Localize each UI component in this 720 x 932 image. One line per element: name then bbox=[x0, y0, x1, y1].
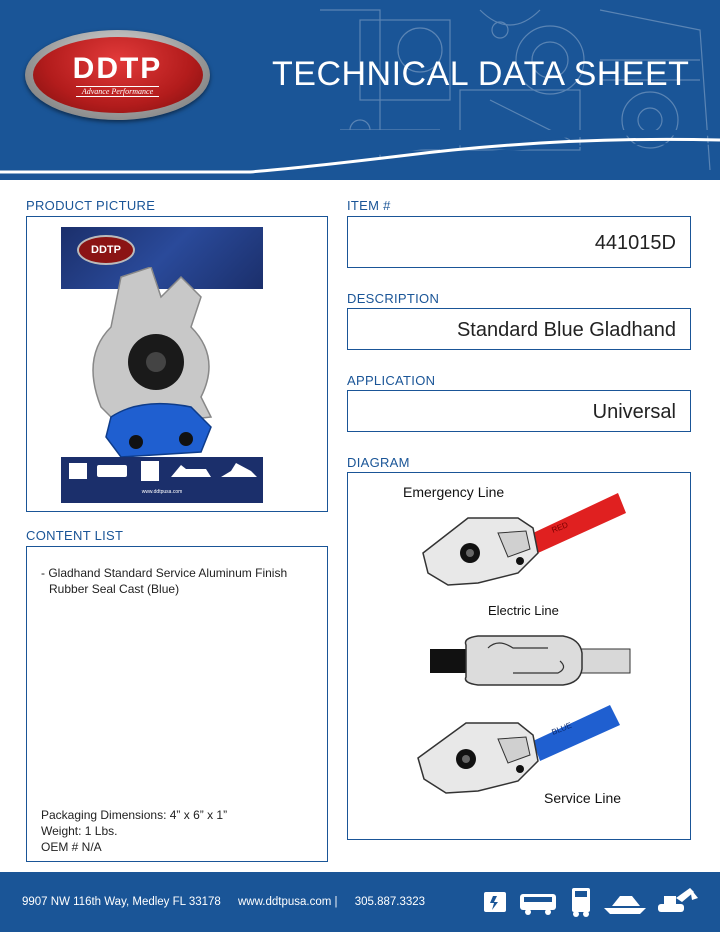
red-hose bbox=[533, 493, 626, 553]
logo-tagline: Advance Performance bbox=[76, 86, 159, 97]
page-title: TECHNICAL DATA SHEET bbox=[272, 55, 690, 93]
footer-address: 9907 NW 116th Way, Medley FL 33178 bbox=[22, 896, 221, 908]
application-box bbox=[347, 390, 691, 432]
electric-connector-icon bbox=[466, 636, 583, 685]
packaging-info bbox=[41, 807, 227, 855]
footer bbox=[0, 872, 720, 932]
oem-number: OEM # N/A bbox=[41, 840, 102, 854]
description-value: Standard Blue Gladhand bbox=[456, 319, 676, 341]
bus-icon bbox=[520, 894, 556, 915]
footer-website[interactable]: www.ddtpusa.com | bbox=[238, 896, 338, 908]
service-line-label: Service Line bbox=[544, 790, 622, 806]
service-gladhand-icon bbox=[418, 723, 538, 793]
content-list-label: CONTENT LIST bbox=[26, 528, 124, 543]
product-picture-label: PRODUCT PICTURE bbox=[26, 198, 156, 213]
excavator-icon bbox=[658, 888, 698, 912]
blue-hose-tag: BLUE bbox=[550, 720, 574, 737]
electric-line-label: Electric Line bbox=[488, 603, 559, 618]
gladhand-product-icon bbox=[81, 267, 241, 467]
description-label: DESCRIPTION bbox=[347, 291, 440, 306]
header-swoosh bbox=[0, 130, 720, 190]
packaging-dimensions: Packaging Dimensions: 4” x 6” x 1” bbox=[41, 808, 228, 822]
bag-vehicle-icons bbox=[61, 457, 263, 487]
red-hose-tag: RED bbox=[550, 520, 570, 535]
bag-logo: DDTP bbox=[77, 235, 135, 265]
content-line-1: - Gladhand Standard Service Aluminum Finish bbox=[41, 566, 288, 580]
footer-icons bbox=[480, 884, 700, 920]
emergency-line-label: Emergency Line bbox=[403, 484, 505, 500]
content-list-items bbox=[41, 565, 287, 597]
footer-phone: 305.887.3323 bbox=[354, 896, 426, 908]
weight: Weight: 1 Lbs. bbox=[41, 824, 118, 838]
item-number-box bbox=[347, 216, 691, 268]
ddtp-logo bbox=[25, 30, 210, 120]
description-box bbox=[347, 308, 691, 350]
electric-cable-left bbox=[430, 649, 470, 673]
product-package-image bbox=[61, 227, 263, 503]
emergency-gladhand-icon bbox=[423, 518, 538, 585]
electric-cable-right bbox=[580, 649, 630, 673]
application-label: APPLICATION bbox=[347, 373, 436, 388]
boat-icon bbox=[604, 896, 646, 914]
blue-hose bbox=[533, 705, 620, 761]
bag-url: www.ddtpusa.com bbox=[141, 489, 183, 495]
item-number-label: ITEM # bbox=[347, 198, 391, 213]
truck-icon bbox=[572, 888, 590, 917]
content-list-box bbox=[26, 546, 328, 862]
diagram-label: DIAGRAM bbox=[347, 455, 410, 470]
application-value: Universal bbox=[592, 401, 676, 423]
gladhand-diagram bbox=[348, 473, 690, 839]
footer-contact bbox=[22, 896, 439, 908]
product-picture-box bbox=[26, 216, 328, 512]
content-line-2: Rubber Seal Cast (Blue) bbox=[49, 582, 180, 596]
item-number-value: 441015D bbox=[594, 232, 676, 254]
generator-icon bbox=[484, 892, 506, 912]
diagram-box bbox=[347, 472, 691, 840]
logo-text: DDTP bbox=[72, 51, 163, 85]
